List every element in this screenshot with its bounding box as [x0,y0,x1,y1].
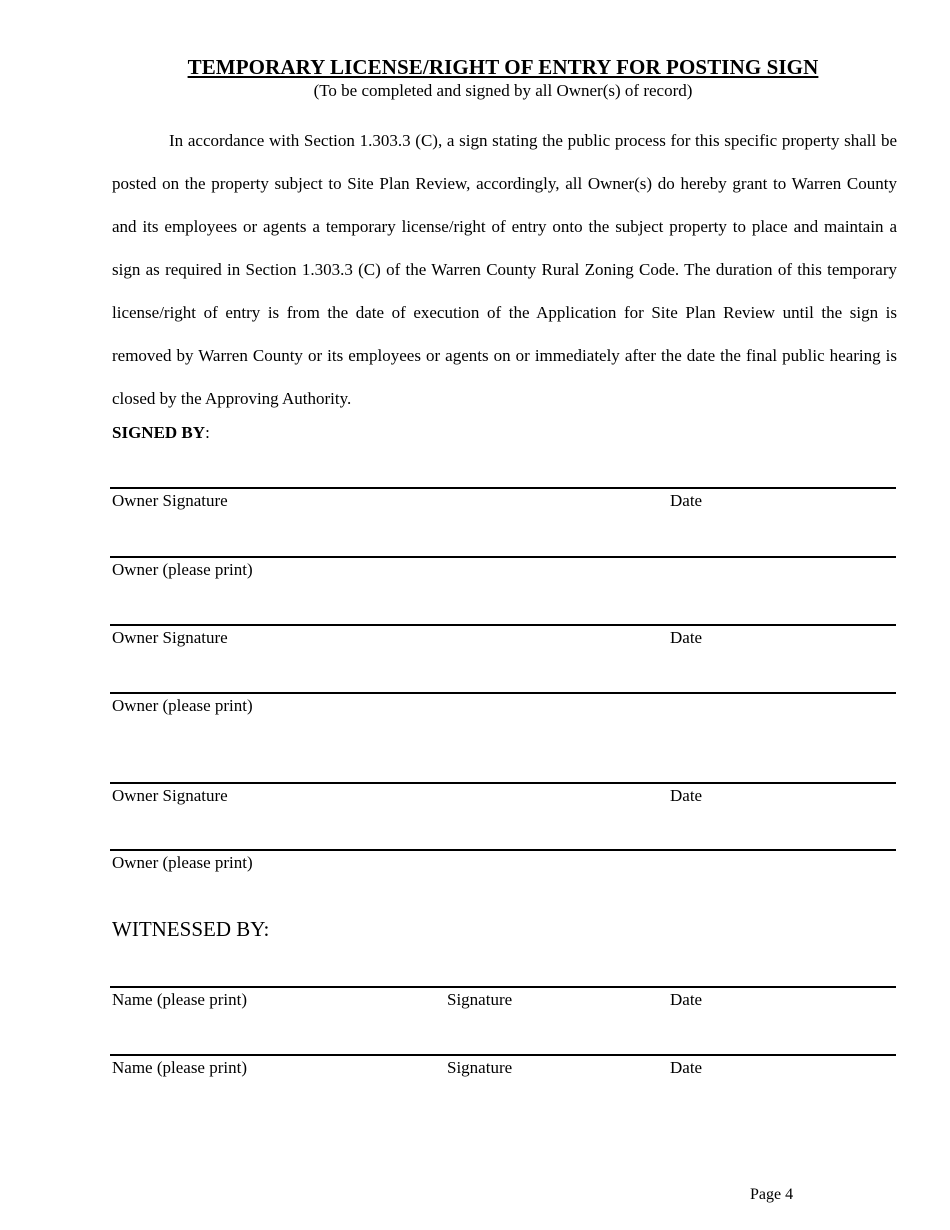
witness-2-signature-label: Signature [447,1058,513,1077]
owner-2-date-label: Date [670,628,703,647]
signed-by-colon: : [205,423,210,442]
owner-2-print-label: Owner (please print) [112,696,253,715]
owner-3-date-label: Date [670,786,703,805]
owner-3-print-label: Owner (please print) [112,853,253,872]
witness-1-signature-label: Signature [447,990,513,1009]
witness-1-date-label: Date [670,990,703,1009]
witness-1-line[interactable] [110,986,896,988]
owner-3-print-line[interactable] [110,849,896,851]
owner-2-print-line[interactable] [110,692,896,694]
owner-1-print-line[interactable] [110,556,896,558]
owner-3-signature-label: Owner Signature [112,786,228,805]
signed-by-label: SIGNED BY [112,423,206,442]
witness-2-date-label: Date [670,1058,703,1077]
owner-2-signature-line[interactable] [110,624,896,626]
witness-1-name-label: Name (please print) [112,990,247,1009]
owner-1-signature-line[interactable] [110,487,896,489]
owner-1-print-label: Owner (please print) [112,560,253,579]
witness-2-name-label: Name (please print) [112,1058,247,1077]
page-number: Page 4 [750,1186,794,1203]
document-title: TEMPORARY LICENSE/RIGHT OF ENTRY FOR POSTING SIGN [187,55,819,79]
owner-1-signature-label: Owner Signature [112,491,228,510]
license-body-text: In accordance with Section 1.303.3 (C), a sign stating the public process for this specific property shall be posted on the property subject to Site Plan Review, accordingly, all Owner(s) do hereby grant to Warren County and its employees or agents a temporary license/right of entry onto the subject property to place and maintain a sign as required in Section 1.303.3 (C) of the Warren County Rural Zoning Code. The duration of this temporary license/right of entry is from the date of execution of the Application for Site Plan Review until the sign is removed by Warren County or its employees or agents on or immediately after the date the final public hearing is closed by the Approving Authority. [112,131,897,408]
owner-1-date-label: Date [670,491,703,510]
owner-3-signature-line[interactable] [110,782,896,784]
document-subtitle: (To be completed and signed by all Owner(s) of record) [313,81,693,100]
owner-2-signature-label: Owner Signature [112,628,228,647]
witness-2-line[interactable] [110,1054,896,1056]
signed-by-heading [112,423,210,443]
witnessed-by-heading: WITNESSED BY: [112,917,270,941]
